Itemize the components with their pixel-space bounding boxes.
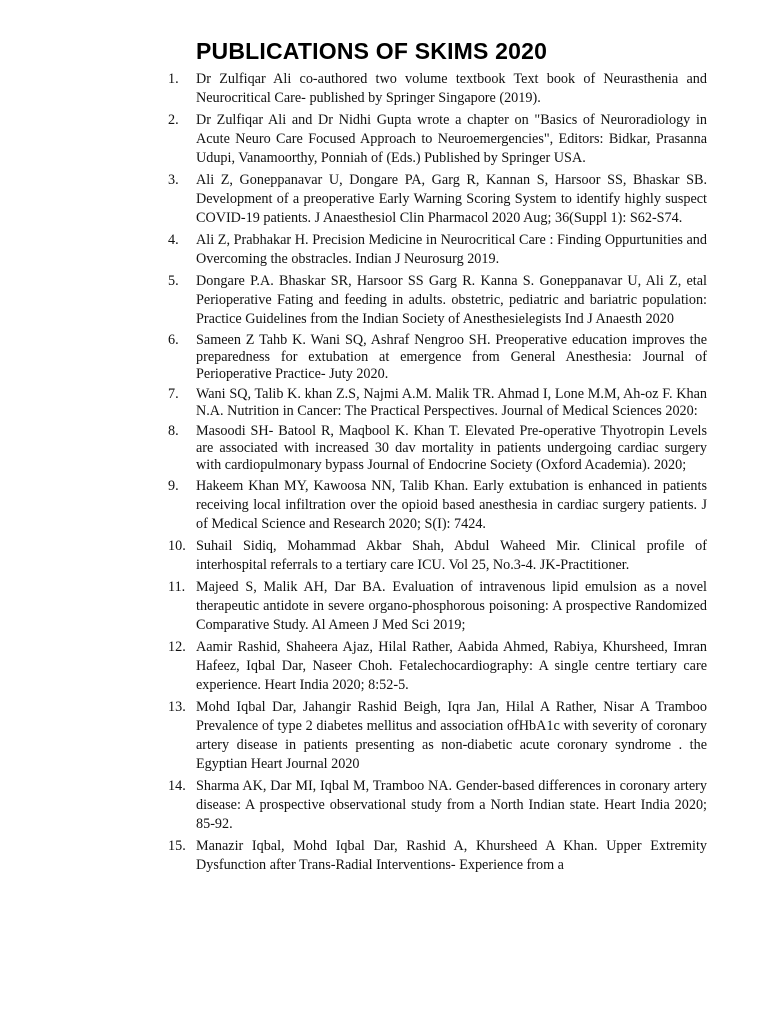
list-item — [0, 111, 768, 168]
item-text: Sharma AK, Dar MI, Iqbal M, Tramboo NA. Gender-based differences in coronary artery disease: A prospective observational study from a North Indian state. Heart India 2020; 85-92. — [196, 778, 707, 832]
item-number: 10. — [168, 538, 186, 554]
page-title: PUBLICATIONS OF SKIMS 2020 — [196, 38, 548, 64]
item-number: 5. — [168, 273, 179, 289]
list-item — [0, 638, 768, 695]
item-number: 7. — [168, 386, 179, 402]
item-number: 4. — [168, 232, 179, 248]
list-item — [0, 477, 768, 534]
item-number: 14. — [168, 778, 186, 794]
item-text: Ali Z, Goneppanavar U, Dongare PA, Garg R, Kannan S, Harsoor SS, Bhaskar SB. Development of a preoperative Early Warning Scoring System to identify highly suspect COVID-19 patients. J Anaesthesiol Clin Pharmacol 2020 Aug; 36(Suppl 1): S62-S74. — [196, 172, 707, 226]
item-text: Majeed S, Malik AH, Dar BA. Evaluation of intravenous lipid emulsion as a novel therapeutic antidote in severe organo-phosphorous poisoning: A prospective Randomized Comparative Study. Al Ameen J Med Sci 2019; — [196, 579, 707, 633]
list-item — [0, 171, 768, 228]
item-number: 9. — [168, 478, 179, 494]
list-item — [0, 537, 768, 575]
item-number: 3. — [168, 172, 179, 188]
item-text: Sameen Z Tahb K. Wani SQ, Ashraf Nengroo SH. Preoperative education improves the preparedness for extubation at emergence from General Anesthesia: Journal of Perioperative Practice- Juty 2020. — [196, 332, 707, 382]
item-number: 12. — [168, 639, 186, 655]
list-item — [0, 578, 768, 635]
list-item — [0, 272, 768, 329]
item-number: 6. — [168, 332, 179, 348]
list-item — [0, 332, 768, 383]
item-text: Mohd Iqbal Dar, Jahangir Rashid Beigh, Iqra Jan, Hilal A Rather, Nisar A Tramboo Prevalence of type 2 diabetes mellitus and association ofHbA1c with severity of coronary artery disease in patients presenting as non-diabetic acute coronary syndrome . the Egyptian Heart Journal 2020 — [196, 699, 707, 772]
item-number: 15. — [168, 838, 186, 854]
item-text: Wani SQ, Talib K. khan Z.S, Najmi A.M. Malik TR. Ahmad I, Lone M.M, Ah-oz F. Khan N.A. Nutrition in Cancer: The Practical Perspectives. Journal of Medical Sciences 2020: — [196, 386, 707, 419]
item-number: 8. — [168, 423, 179, 439]
list-item — [0, 423, 768, 474]
item-text: Manazir Iqbal, Mohd Iqbal Dar, Rashid A, Khursheed A Khan. Upper Extremity Dysfunction after Trans-Radial Interventions- Experience from a — [196, 838, 707, 873]
item-number: 13. — [168, 699, 186, 715]
item-number: 1. — [168, 71, 179, 87]
list-item — [0, 837, 768, 875]
item-text: Masoodi SH- Batool R, Maqbool K. Khan T. Elevated Pre-operative Thyotropin Levels are associated with increased 30 dav mortality in patients undergoing cardiac surgery with cardiopulmonary bypass Journal of Endocrine Society (Oxford Academia). 2020; — [196, 423, 707, 473]
list-item — [0, 386, 768, 420]
item-text: Suhail Sidiq, Mohammad Akbar Shah, Abdul Waheed Mir. Clinical profile of interhospital referrals to a tertiary care ICU. Vol 25, No.3-4. JK-Practitioner. — [196, 538, 707, 573]
list-item — [0, 698, 768, 774]
item-text: Aamir Rashid, Shaheera Ajaz, Hilal Rather, Aabida Ahmed, Rabiya, Khursheed, Imran Hafeez, Iqbal Dar, Naseer Choh. Fetalechocardiography: A single centre tertiary care experience. Heart India 2020; 8:52-5. — [196, 639, 707, 693]
publication-list — [0, 70, 768, 878]
item-number: 2. — [168, 112, 179, 128]
item-text: Dr Zulfiqar Ali co-authored two volume textbook Text book of Neurasthenia and Neurocritical Care- published by Springer Singapore (2019). — [196, 71, 707, 106]
item-text: Dr Zulfiqar Ali and Dr Nidhi Gupta wrote a chapter on "Basics of Neuroradiology in Acute Neuro Care Focused Approach to Neuroemergencies", Editors: Bidkar, Prasanna Udupi, Vanamoorthy, Ponniah of (Eds.) Published by Springer USA. — [196, 112, 707, 166]
list-item — [0, 777, 768, 834]
list-item — [0, 231, 768, 269]
item-text: Hakeem Khan MY, Kawoosa NN, Talib Khan. Early extubation is enhanced in patients receiving local infiltration over the opioid based anesthesia in cardiac surgery patients. J of Medical Science and Research 2020; S(I): 7424. — [196, 478, 707, 532]
item-text: Ali Z, Prabhakar H. Precision Medicine in Neurocritical Care : Finding Oppurtunities and Overcoming the obstracles. Indian J Neurosurg 2019. — [196, 232, 707, 267]
item-text: Dongare P.A. Bhaskar SR, Harsoor SS Garg R. Kanna S. Goneppanavar U, Ali Z, etal Perioperative Fating and feeding in adults. obstetric, pediatric and bariatric population: Practice Guidelines from the Indian Society of Anesthesielegists Ind J Anaesth 2020 — [196, 273, 707, 327]
item-number: 11. — [168, 579, 186, 595]
list-item — [0, 70, 768, 108]
